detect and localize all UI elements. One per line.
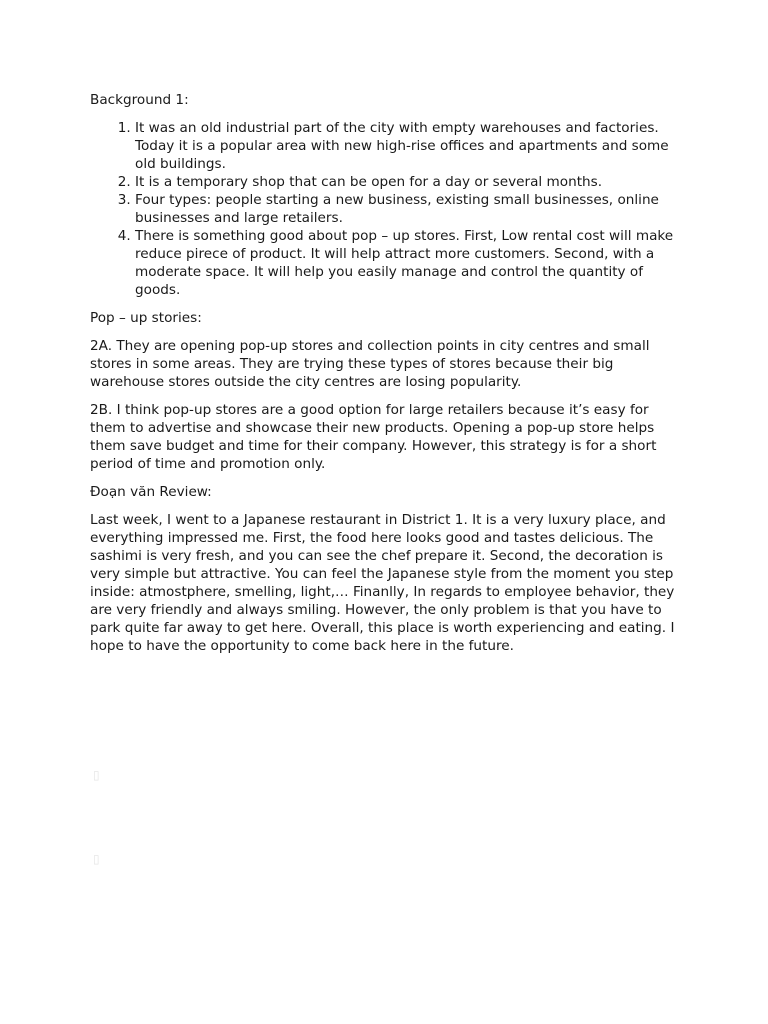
answer-2b: 2B. I think pop-up stores are a good option for large retailers because it’s easy for them to advertise and showcase their new products. Opening a pop-up store helps them save budget and time for their company. However, this strategy is for a short period of time and promotion only. xyxy=(90,402,657,472)
list-item: 2. It is a temporary shop that can be open for a day or several months. xyxy=(135,173,682,191)
list-item: 3. Four types: people starting a new business, existing small businesses, online businesses and large retailers. xyxy=(135,191,682,227)
document-body xyxy=(90,91,682,665)
background-heading: Background 1: xyxy=(90,92,189,108)
list-item: 1. It was an old industrial part of the city with empty warehouses and factories. Today it is a popular area with new high-rise offices and apartments and some old buildings. xyxy=(135,119,682,173)
review-heading: Đoạn văn Review: xyxy=(90,484,212,500)
list-item: 4. There is something good about pop – up stores. First, Low rental cost will make reduce pirece of product. It will help attract more customers. Second, with a moderate space. It will help you easily manage and control the quantity of goods. xyxy=(135,227,682,299)
answer-2a: 2A. They are opening pop-up stores and collection points in city centres and small stores in some areas. They are trying these types of stores because their big warehouse stores outside the city centres are losing popularity. xyxy=(90,338,650,390)
placeholder-glyph: ▯ xyxy=(93,852,100,866)
popup-heading: Pop – up stories: xyxy=(90,310,202,326)
review-paragraph: Last week, I went to a Japanese restaurant in District 1. It is a very luxury place, and everything impressed me. First, the food here looks good and tastes delicious. The sashimi is very fresh, and you can see the chef prepare it. Second, the decoration is very simple but attractive. You can feel the Japanese style from the moment you step inside: atmostphere, smelling, light,… Finanlly, In regards to employee behavior, they are very friendly and always smiling. However, the only problem is that you have to park quite far away to get here. Overall, this place is worth experiencing and eating. I hope to have the opportunity to come back here in the future. xyxy=(90,512,675,654)
background-list xyxy=(90,119,682,299)
placeholder-glyph: ▯ xyxy=(93,768,100,782)
